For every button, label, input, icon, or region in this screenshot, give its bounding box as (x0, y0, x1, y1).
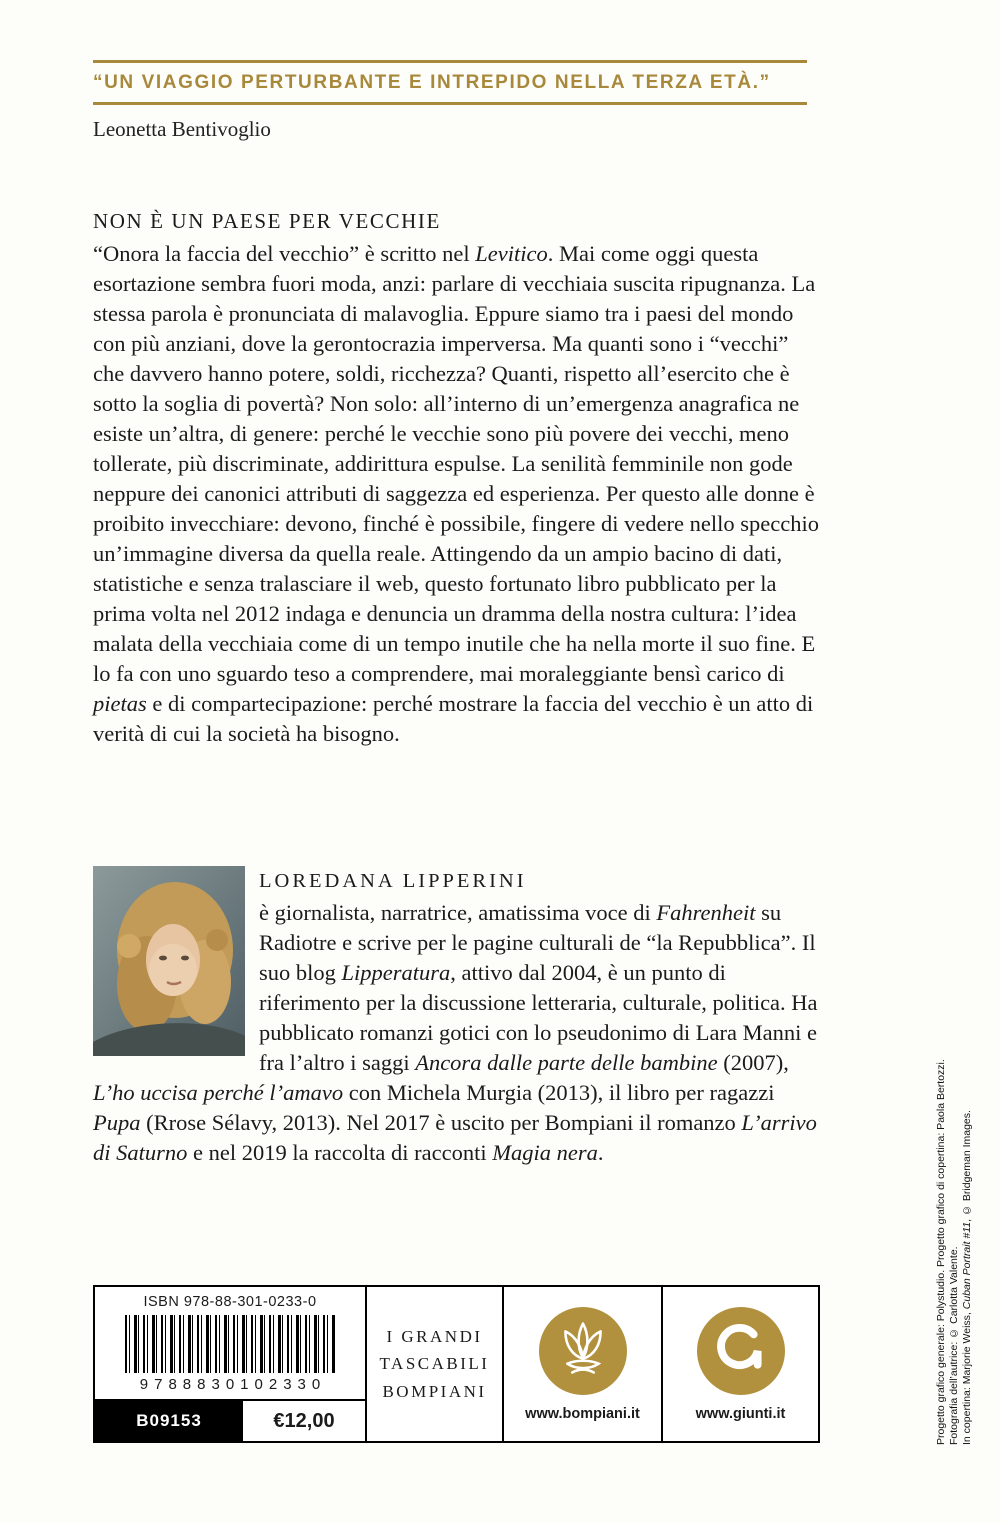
imprint-line: TASCABILI (379, 1354, 490, 1374)
credit-line-cover: In copertina: Marjorie Weiss, Cuban Portrait #11, © Bridgeman Images. (961, 1110, 973, 1445)
barcode-panel (95, 1287, 367, 1441)
author-section (93, 862, 825, 1168)
credit-line-design: Progetto grafico generale: Polystudio. Progetto grafico di copertina: Paola Bertozzi. (935, 1059, 947, 1445)
imprint-line: BOMPIANI (382, 1381, 487, 1401)
credit-line-photo: Fotografia dell’autrice: © Carlotta Valente. (948, 1246, 960, 1445)
author-bio: è giornalista, narratrice, amatissima voce di Fahrenheit su Radiotre e scrive per le pagine culturali de “la Repubblica”. Il suo blog Lipperatura, attivo dal 2004, è un punto di riferimento per la discussione letteraria, culturale, politica. Ha pubblicato romanzi gotici con lo pseudonimo di Lara Manni e fra l’altro i saggi Ancora dalle parte delle bambine (2007), L’ho uccisa perché l’amavo con Michela Murgia (2013), il libro per ragazzi Pupa (Rrose Sélavy, 2013). Nel 2017 è uscito per Bompiani il romanzo L’arrivo di Saturno e nel 2019 la raccolta di racconti Magia nera. (93, 900, 818, 1165)
imprint-panel (367, 1287, 504, 1441)
bompiani-logo-panel (504, 1287, 663, 1441)
bottom-rule (93, 102, 807, 105)
giunti-logo-panel (663, 1287, 818, 1441)
price-row (95, 1399, 365, 1441)
synopsis-text: “Onora la faccia del vecchio” è scritto nel Levitico. Mai come oggi questa esortazione sembra fuori moda, anzi: parlare di vecchiaia suscita ripugnanza. La stessa parola è pronunciata di malavoglia. Eppure siamo tra i paesi del mondo con più anziani, dove la gerontocrazia imperversa. Ma quanti sono i “vecchi” che davvero hanno potere, soldi, ricchezza? Quanti, rispetto all’esercito che è sotto la soglia di povertà? Non solo: all’interno di un’emergenza anagrafica ne esiste un’altra, di genere: perché le vecchie sono più povere dei vecchi, meno tollerate, più discriminate, addirittura espulse. La senilità femminile non gode neppure dei canonici attributi di saggezza ed esperienza. Per questo alle donne è proibito invecchiare: devono, finché è possibile, fingere di vedere nello specchio un’immagine diversa da quella reale. Attingendo da un ampio bacino di dati, statistiche e senza tralasciare il web, questo fortunato libro pubblicato per la prima volta nel 2012 indaga e denuncia un dramma della nostra cultura: l’idea malata della vecchiaia come di un tempo inutile che ha nella morte il suo fine. E lo fa con uno sguardo teso a comprendere, mai moraleggiante bensì carico di pietas e di compartecipazione: perché mostrare la faccia del vecchio è un atto di verità di cui la società ha bisogno. (93, 241, 819, 746)
barcode (125, 1315, 335, 1373)
barcode-digits: 9788830102330 (139, 1376, 327, 1393)
author-name: LOREDANA LIPPERINI (259, 870, 527, 892)
synopsis-title: NON È UN PAESE PER VECCHIE (93, 209, 441, 233)
giunti-logo-icon (697, 1307, 785, 1395)
price: €12,00 (273, 1409, 335, 1432)
product-code: B09153 (95, 1401, 243, 1441)
giunti-url: www.giunti.it (695, 1405, 786, 1422)
synopsis-section (93, 206, 825, 749)
print-credits (935, 995, 974, 1445)
footer-info-box (93, 1285, 820, 1443)
bompiani-url: www.bompiani.it (525, 1405, 640, 1422)
review-quote-section (93, 60, 807, 142)
isbn-number: ISBN 978-88-301-0233-0 (143, 1294, 317, 1310)
review-quote: “UN VIAGGIO PERTURBANTE E INTREPIDO NELLA TERZA ETÀ.” (93, 72, 771, 93)
imprint-line: I GRANDI (386, 1327, 483, 1347)
author-photo (93, 866, 245, 1056)
bompiani-flower-icon (539, 1307, 627, 1395)
quote-attribution: Leonetta Bentivoglio (93, 117, 271, 141)
